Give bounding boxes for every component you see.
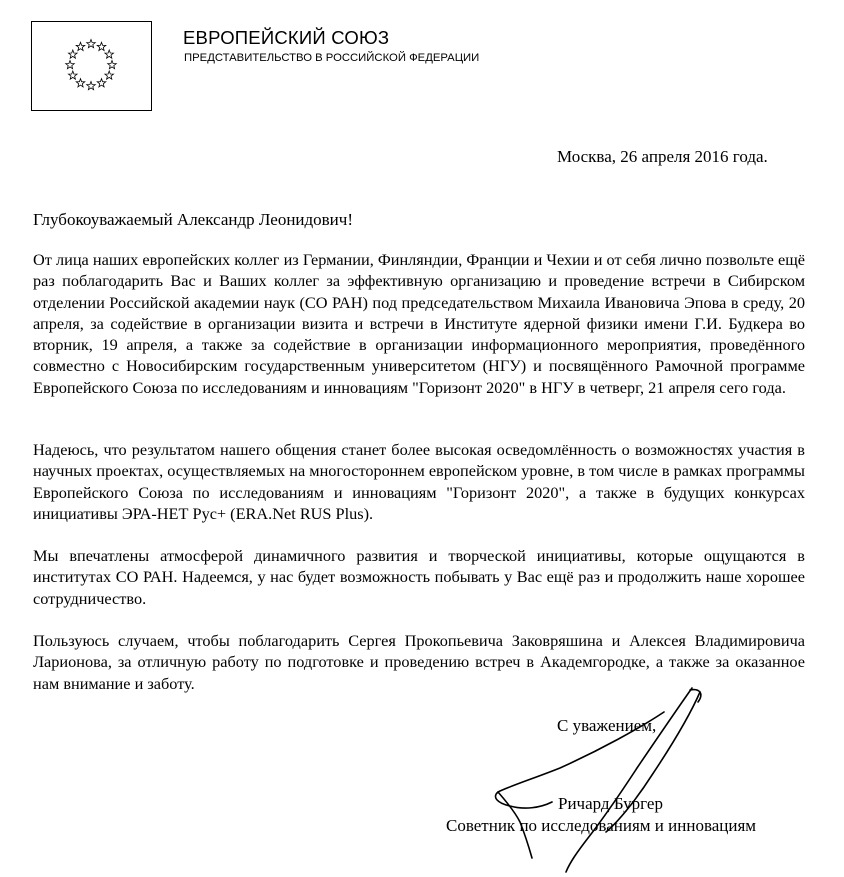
salutation: Глубокоуважаемый Александр Леонидович!: [33, 210, 353, 229]
paragraph-thanks: От лица наших европейских коллег из Германии, Финляндии, Франции и Чехии и от себя лично позвольте ещё раз поблагодарить Вас и Ваших коллег за эффективную организацию и проведение встречи в Сибирском отделении Российской академии наук (СО РАН) под председательством Михаила Ивановича Эпова в среду, 20 апреля, за содействие в организации визита и встречи в Институте ядерной физики имени Г.И. Будкера во вторник, 19 апреля, а также за содействие в организации информационного мероприятия, проведённого совместно с Новосибирским государственным университетом (НГУ) и посвящённого Рамочной программе Европейского Союза по исследованиям и инновациям "Горизонт 2020" в НГУ в четверг, 21 апреля сего года.: [33, 250, 805, 397]
signer-title: Советник по исследованиям и инновациям: [446, 816, 757, 835]
paragraph-hope: Надеюсь, что результатом нашего общения станет более высокая осведомлённость о возможностях участия в научных проектах, осуществляемых на многостороннем европейском уровне, в том числе в рамках программы Европейского Союза по исследованиям и инновациям "Горизонт 2020", а также в будущих конкурсах инициативы ЭРА-НЕТ Рус+ (ERA.Net RUS Plus).: [33, 440, 805, 523]
paragraph-gratitude: Пользуюсь случаем, чтобы поблагодарить Сергея Прокопьевича Заковряшина и Алексея Владимировича Ларионова, за отличную работу по подготовке и проведению встреч в Академгородке, а также за оказанное нам внимание и заботу.: [33, 631, 805, 693]
org-subtitle: ПРЕДСТАВИТЕЛЬСТВО В РОССИЙСКОЙ ФЕДЕРАЦИИ: [184, 52, 480, 64]
closing: С уважением,: [557, 716, 657, 735]
org-name: ЕВРОПЕЙСКИЙ СОЮЗ: [183, 27, 390, 48]
signer-name: Ричард Бургер: [558, 794, 663, 813]
place-date: Москва, 26 апреля 2016 года.: [557, 147, 768, 166]
paragraph-impression: Мы впечатлены атмосферой динамичного развития и творческой инициативы, которые ощущаются в институтах СО РАН. Надеемся, у нас будет возможность побывать у Вас ещё раз и продолжить наше хорошее сотрудничество.: [33, 546, 805, 608]
eu-flag-icon: [31, 21, 152, 111]
